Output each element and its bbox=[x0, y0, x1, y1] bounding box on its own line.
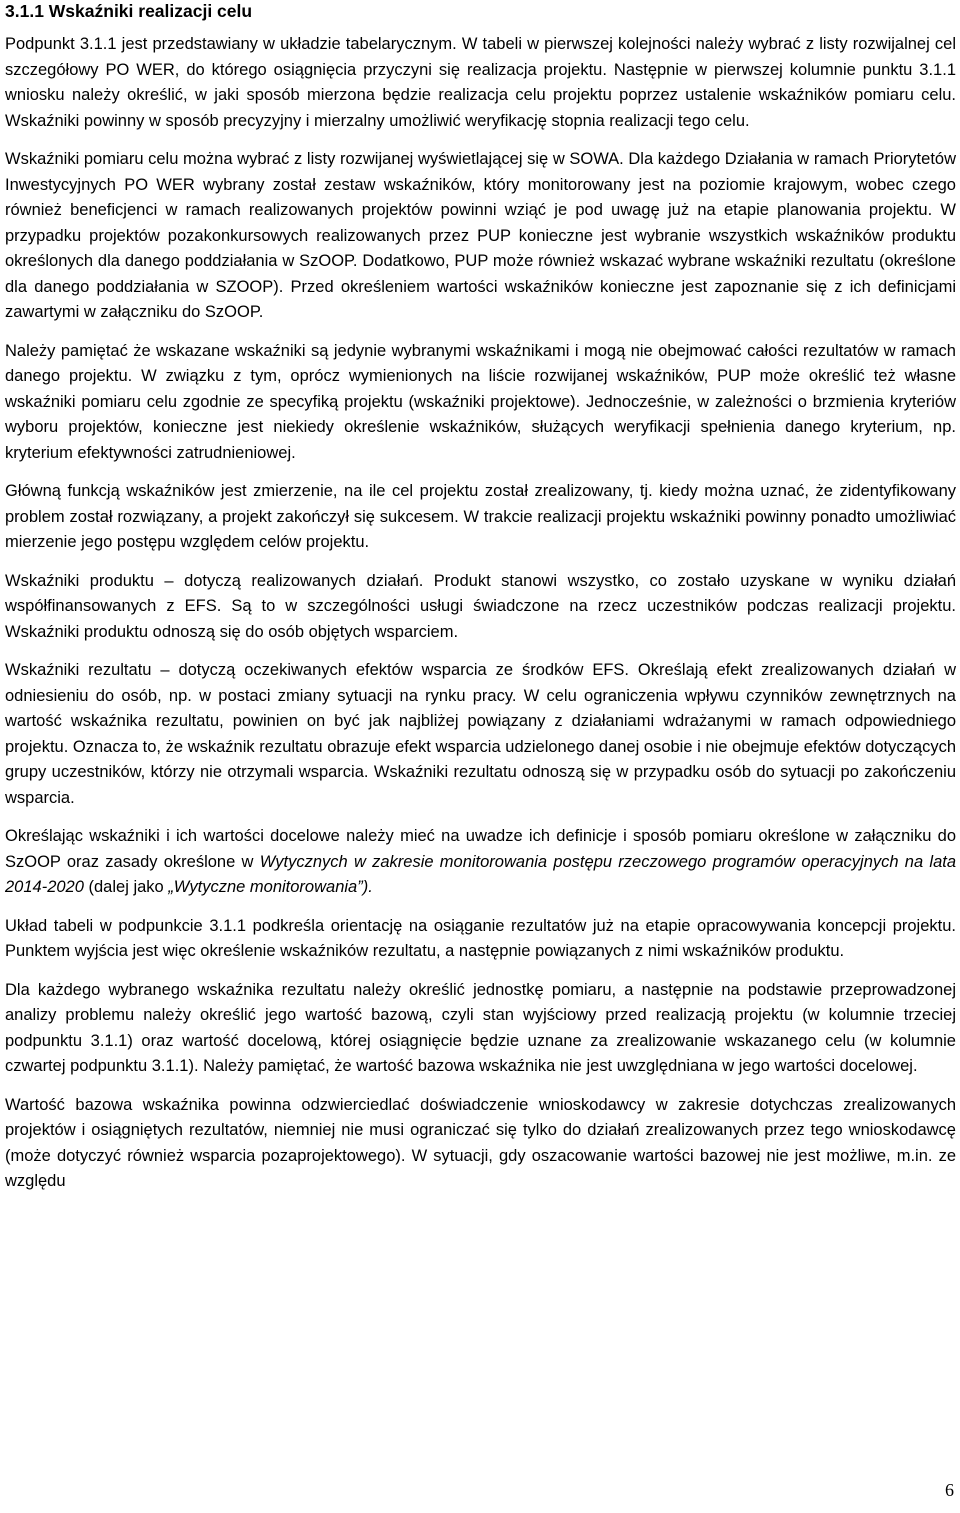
page-number: 6 bbox=[945, 1480, 954, 1500]
guidelines-text-middle: (dalej jako bbox=[83, 878, 169, 896]
paragraph-base-value-experience: Wartość bazowa wskaźnika powinna odzwierciedlać doświadczenie wnioskodawcy w zakresie dotychczas zrealizowanych projektów i osiągniętych rezultatów, niemniej nie musi ograniczać się tylko do działań zrealizowanych przez tego wnioskodawcę (może dotyczyć również wsparcia pozaprojektowego). W sytuacji, gdy oszacowanie wartości bazowej nie jest możliwe, m.in. ze względu bbox=[5, 1095, 956, 1190]
paragraph-main-function: Główną funkcją wskaźników jest zmierzenie, na ile cel projektu został zrealizowany, tj. kiedy można uznać, że zidentyfikowany problem został rozwiązany, a projekt zakończył się sukcesem. W trakcie realizacji projektu wskaźniki powinny ponadto umożliwiać mierzenie jego postępu względem celów projektu. bbox=[5, 482, 956, 551]
section-heading: 3.1.1 Wskaźniki realizacji celu bbox=[5, 1, 253, 21]
guidelines-short-name: „Wytyczne monitorowania”). bbox=[168, 878, 373, 896]
guidelines-text-before: Określając wskaźniki i ich wartości docelowe należy mieć na uwadze ich definicje i sposób pomiaru określone w załączniku do SzOOP oraz zasady określone w bbox=[5, 827, 956, 871]
paragraph-indicator-selection: Wskaźniki pomiaru celu można wybrać z listy rozwijanej wyświetlającej się w SOWA. Dla każdego Działania w ramach Priorytetów Inwestycyjnych PO WER wybrany został zestaw wskaźników, który monitorowany jest na poziomie krajowym, wobec czego również beneficjenci w ramach realizowanych projektów powinni wziąć je pod uwagę już na etapie planowania projektu. W przypadku projektów pozakonkursowych realizowanych przez PUP konieczne jest wybranie wszystkich wskaźników produktu określonych dla danego poddziałania w SzOOP. Dodatkowo, PUP może również wskazać wybrane wskaźniki rezultatu (określone dla danego poddziałania w SZOOP). Przed określeniem wartości wskaźników konieczne jest zapoznanie się z ich definicjami zawartymi w załączniku do SzOOP. bbox=[5, 150, 956, 321]
paragraph-guidelines bbox=[5, 824, 956, 901]
paragraph-base-value: Dla każdego wybranego wskaźnika rezultatu należy określić jednostkę pomiaru, a następnie na podstawie przeprowadzonej analizy problemu należy określić jego wartość bazową, czyli stan wyjściowy przed realizacją projektu (w kolumnie trzeciej podpunktu 3.1.1) oraz wartość docelową, której osiągnięcie będzie uznane za zrealizowanie wskazanego celu (w kolumnie czwartej podpunktu 3.1.1). Należy pamiętać, że wartość bazowa wskaźnika nie jest uwzględniana w jego wartości docelowej. bbox=[5, 980, 956, 1075]
paragraph-table-layout: Układ tabeli w podpunkcie 3.1.1 podkreśla orientację na osiąganie rezultatów już na etapie opracowywania koncepcji projektu. Punktem wyjścia jest więc określenie wskaźników rezultatu, a następnie powiązanych z nimi wskaźników produktu. bbox=[5, 916, 956, 960]
paragraph-result-indicators: Wskaźniki rezultatu – dotyczą oczekiwanych efektów wsparcia ze środków EFS. Określają efekt zrealizowanych działań w odniesieniu do osób, np. w postaci zmiany sytuacji na rynku pracy. W celu ograniczenia wpływu czynników zewnętrznych na wartość wskaźnika rezultatu, powinien on być jak najbliżej powiązany z działaniami wdrażanymi w ramach odpowiedniego projektu. Oznacza to, że wskaźnik rezultatu obrazuje efekt wsparcia udzielonego danej osobie i nie obejmuje efektów dotyczących grupy uczestników, którzy nie otrzymali wsparcia. Wskaźniki rezultatu odnoszą się w przypadku osób do sytuacji po zakończeniu wsparcia. bbox=[5, 661, 956, 807]
guidelines-title: Wytycznych w zakresie monitorowania postępu rzeczowego programów operacyjnych na lata 2014-2020 bbox=[5, 852, 957, 896]
paragraph-intro: Podpunkt 3.1.1 jest przedstawiany w układzie tabelarycznym. W tabeli w pierwszej kolejności należy wybrać z listy rozwijalnej cel szczegółowy PO WER, do którego osiągnięcia przyczyni się realizacja projektu. Następnie w pierwszej kolumnie punktu 3.1.1 wniosku należy określić, w jaki sposób mierzona będzie realizacja celu projektu poprzez ustalenie wskaźników pomiaru celu. Wskaźniki powinny w sposób precyzyjny i mierzalny umożliwić weryfikację stopnia realizacji tego celu. bbox=[5, 35, 956, 130]
paragraph-own-indicators: Należy pamiętać że wskazane wskaźniki są jedynie wybranymi wskaźnikami i mogą nie obejmować całości rezultatów w ramach danego projektu. W związku z tym, oprócz wymienionych na liście rozwijanej wskaźników, PUP może określić też własne wskaźniki pomiaru celu zgodnie ze specyfiką projektu (wskaźniki projektowe). Jednocześnie, w zależności o brzmienia kryteriów wyboru projektów, konieczne jest niekiedy określenie wskaźników, służących weryfikacji spełnienia danego kryterium, np. kryterium efektywności zatrudnieniowej. bbox=[5, 341, 956, 462]
paragraph-product-indicators: Wskaźniki produktu – dotyczą realizowanych działań. Produkt stanowi wszystko, co zostało uzyskane w wyniku działań współfinansowanych z EFS. Są to w szczególności usługi świadczone na rzecz uczestników podczas realizacji projektu. Wskaźniki produktu odnoszą się do osób objętych wsparciem. bbox=[5, 571, 956, 641]
